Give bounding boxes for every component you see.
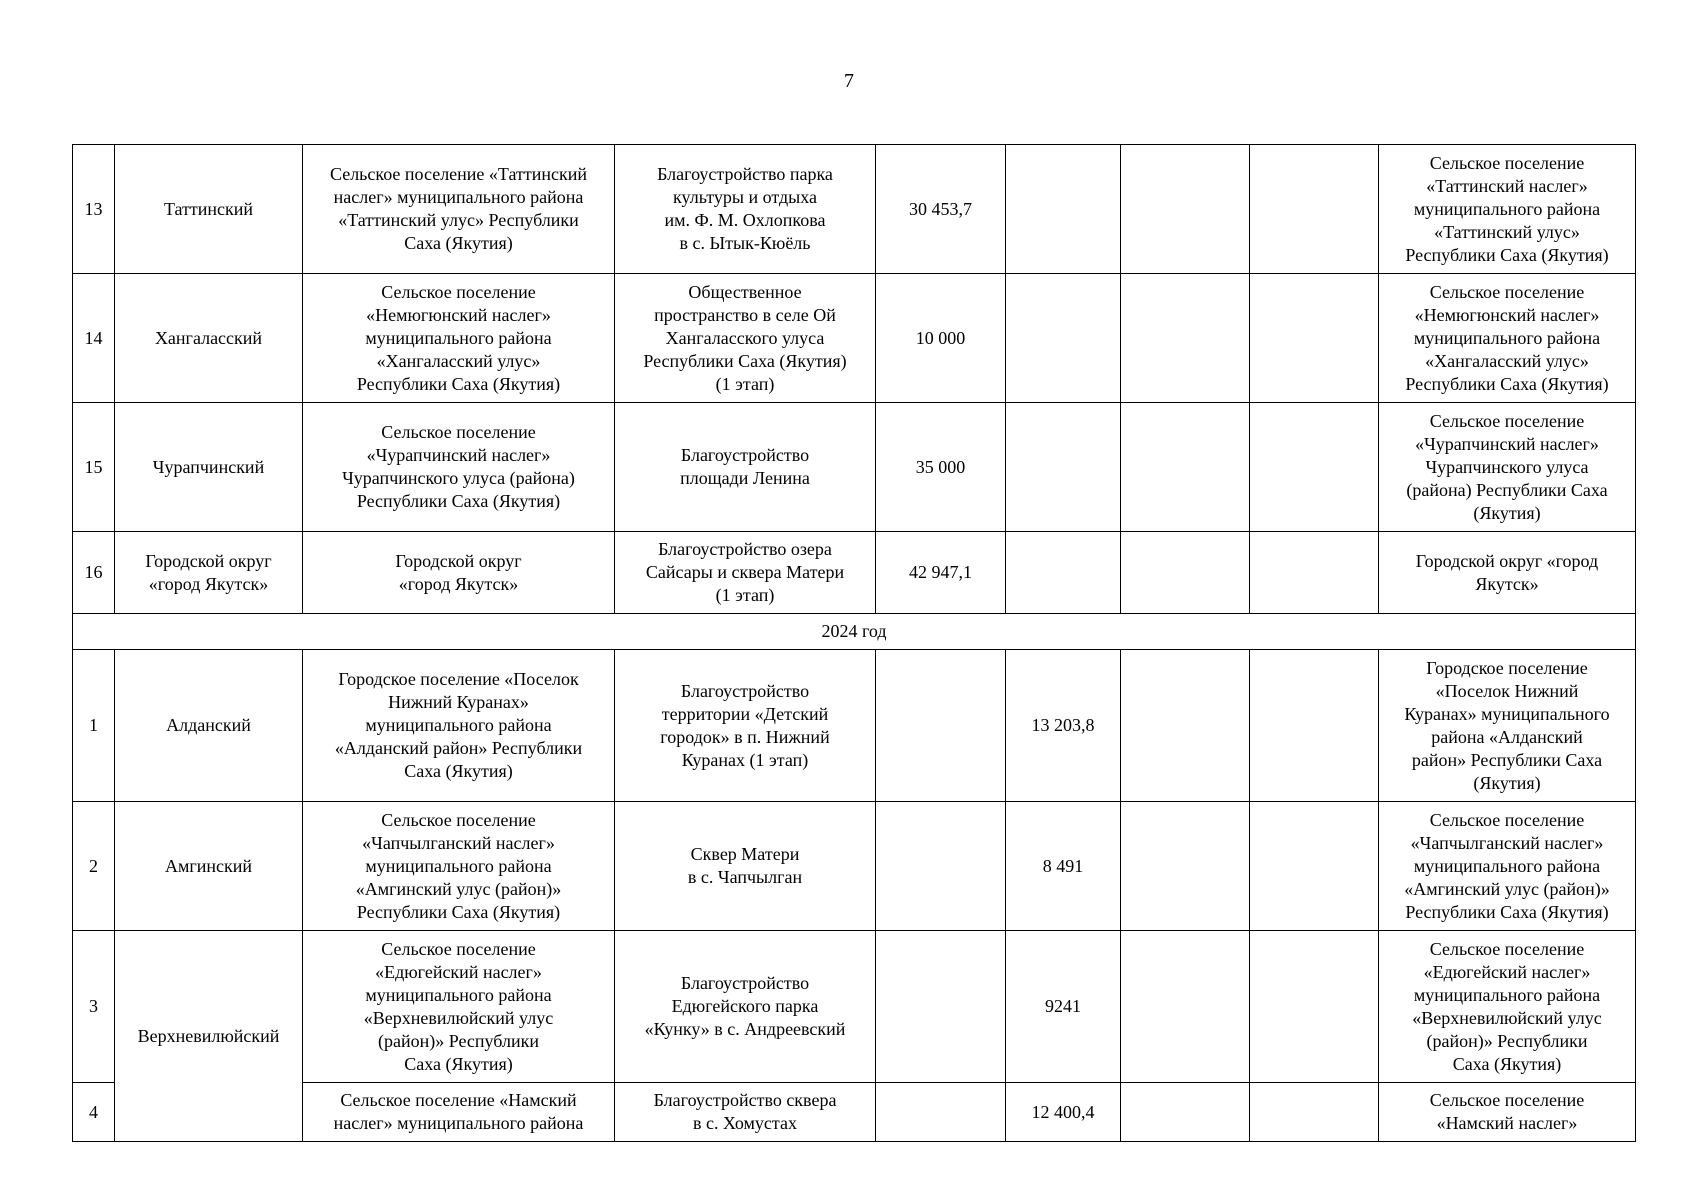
empty-cell [1121,1083,1250,1142]
empty-cell [1250,802,1379,931]
year-header-row [73,614,1636,650]
row-number: 16 [73,532,115,614]
amount-2024-cell: 12 400,4 [1006,1083,1121,1142]
district-cell: Хангаласский [115,274,303,403]
row-number: 2 [73,802,115,931]
empty-cell [1121,650,1250,802]
amount-2024-cell [1006,403,1121,532]
table-row [73,1083,1636,1142]
municipality-cell: Сельское поселение «Немюгюнский наслег» муниципального района «Хангаласский улус» Республики Саха (Якутия) [303,274,615,403]
amount-2024-cell [1006,274,1121,403]
object-cell: Благоустройство территории «Детский городок» в п. Нижний Куранах (1 этап) [615,650,876,802]
object-cell: Благоустройство парка культуры и отдыха им. Ф. М. Охлопкова в с. Ытык-Кюёль [615,145,876,274]
amount-2023-cell: 30 453,7 [876,145,1006,274]
row-number: 15 [73,403,115,532]
object-cell: Благоустройство сквера в с. Хомустах [615,1083,876,1142]
municipality-cell: Сельское поселение «Едюгейский наслег» муниципального района «Верхневилюйский улус (район)» Республики Саха (Якутия) [303,931,615,1083]
owner-cell: Сельское поселение «Немюгюнский наслег» муниципального района «Хангаласский улус» Республики Саха (Якутия) [1379,274,1636,403]
row-number: 1 [73,650,115,802]
empty-cell [1121,532,1250,614]
empty-cell [1250,145,1379,274]
owner-cell: Сельское поселение «Едюгейский наслег» муниципального района «Верхневилюйский улус (район)» Республики Саха (Якутия) [1379,931,1636,1083]
table-row [73,532,1636,614]
empty-cell [1250,274,1379,403]
district-cell: Чурапчинский [115,403,303,532]
owner-cell: Сельское поселение «Намский наслег» [1379,1083,1636,1142]
amount-2023-cell [876,1083,1006,1142]
row-number: 14 [73,274,115,403]
owner-cell: Городской округ «город Якутск» [1379,532,1636,614]
empty-cell [1250,1083,1379,1142]
district-cell: Таттинский [115,145,303,274]
amount-2023-cell [876,931,1006,1083]
amount-2023-cell: 35 000 [876,403,1006,532]
object-cell: Благоустройство площади Ленина [615,403,876,532]
empty-cell [1250,532,1379,614]
object-cell: Общественное пространство в селе Ой Хангаласского улуса Республики Саха (Якутия) (1 этап) [615,274,876,403]
amount-2024-cell: 13 203,8 [1006,650,1121,802]
owner-cell: Сельское поселение «Чурапчинский наслег» Чурапчинского улуса (района) Республики Саха (Якутия) [1379,403,1636,532]
amount-2024-cell: 8 491 [1006,802,1121,931]
amount-2024-cell: 9241 [1006,931,1121,1083]
empty-cell [1121,931,1250,1083]
table-row [73,274,1636,403]
object-cell: Сквер Матери в с. Чапчылган [615,802,876,931]
amount-2023-cell [876,650,1006,802]
amount-2024-cell [1006,145,1121,274]
table-row [73,931,1636,1083]
owner-cell: Сельское поселение «Чапчылганский наслег» муниципального района «Амгинский улус (район)» Республики Саха (Якутия) [1379,802,1636,931]
amount-2023-cell: 10 000 [876,274,1006,403]
empty-cell [1121,145,1250,274]
municipality-cell: Городское поселение «Поселок Нижний Куранах» муниципального района «Алданский район» Республики Саха (Якутия) [303,650,615,802]
object-cell: Благоустройство Едюгейского парка «Кунку» в с. Андреевский [615,931,876,1083]
district-cell: Верхневилюйский [115,931,303,1142]
municipality-cell: Сельское поселение «Таттинский наслег» муниципального района «Таттинский улус» Республики Саха (Якутия) [303,145,615,274]
district-cell: Алданский [115,650,303,802]
table-row [73,403,1636,532]
owner-cell: Городское поселение «Поселок Нижний Куранах» муниципального района «Алданский район» Республики Саха (Якутия) [1379,650,1636,802]
empty-cell [1250,931,1379,1083]
empty-cell [1121,403,1250,532]
amount-2024-cell [1006,532,1121,614]
empty-cell [1121,802,1250,931]
table-row [73,145,1636,274]
municipality-cell: Сельское поселение «Чапчылганский наслег» муниципального района «Амгинский улус (район)» Республики Саха (Якутия) [303,802,615,931]
table-row [73,650,1636,802]
row-number: 3 [73,931,115,1083]
program-table [72,144,1636,1142]
year-header: 2024 год [73,614,1636,650]
district-cell: Городской округ «город Якутск» [115,532,303,614]
amount-2023-cell [876,802,1006,931]
table-row [73,802,1636,931]
amount-2023-cell: 42 947,1 [876,532,1006,614]
municipality-cell: Сельское поселение «Чурапчинский наслег» Чурапчинского улуса (района) Республики Саха (Якутия) [303,403,615,532]
owner-cell: Сельское поселение «Таттинский наслег» муниципального района «Таттинский улус» Республики Саха (Якутия) [1379,145,1636,274]
municipality-cell: Сельское поселение «Намский наслег» муниципального района [303,1083,615,1142]
municipality-cell: Городской округ «город Якутск» [303,532,615,614]
district-cell: Амгинский [115,802,303,931]
empty-cell [1121,274,1250,403]
object-cell: Благоустройство озера Сайсары и сквера Матери (1 этап) [615,532,876,614]
empty-cell [1250,650,1379,802]
empty-cell [1250,403,1379,532]
row-number: 4 [73,1083,115,1142]
page-number: 7 [844,70,854,92]
row-number: 13 [73,145,115,274]
